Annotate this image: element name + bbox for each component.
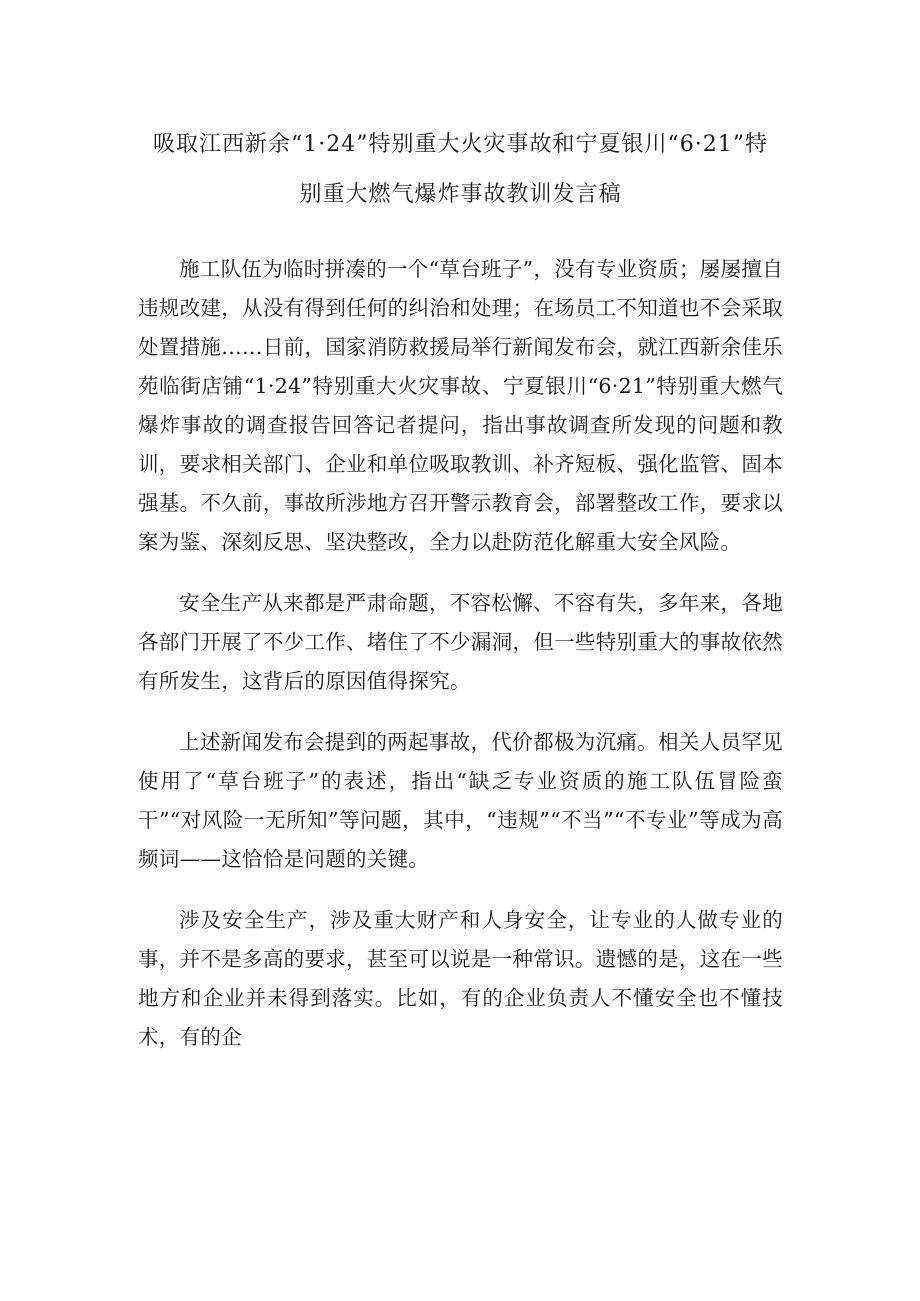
paragraph-3: 上述新闻发布会提到的两起事故，代价都极为沉痛。相关人员罕见使用了“草台班子”的表述，指出“缺乏专业资质的施工队伍冒险蛮干”“对风险一无所知”等问题，其中，“违规”“不当”“不专业”等成为高频词——这恰恰是问题的关键。 — [138, 730, 783, 871]
document-page — [138, 120, 783, 1057]
document-title — [138, 120, 783, 220]
paragraph-4: 涉及安全生产，涉及重大财产和人身安全，让专业的人做专业的事，并不是多高的要求，甚至可以说是一种常识。遗憾的是，这在一些地方和企业并未得到落实。比如，有的企业负责人不懂安全也不懂技术，有的企 — [138, 908, 783, 1049]
paragraph-2: 安全生产从来都是严肃命题，不容松懈、不容有失，多年来，各地各部门开展了不少工作、堵住了不少漏洞，但一些特别重大的事故依然有所发生，这背后的原因值得探究。 — [138, 591, 783, 693]
paragraph-1: 施工队伍为临时拼凑的一个“草台班子”，没有专业资质；屡屡擅自违规改建，从没有得到任何的纠治和处理；在场员工不知道也不会采取处置措施……日前，国家消防救援局举行新闻发布会，就江西新余佳乐苑临街店铺“1·24”特别重大火灾事故、宁夏银川“6·21”特别重大燃气爆炸事故的调查报告回答记者提问，指出事故调查所发现的问题和教训，要求相关部门、企业和单位吸取教训、补齐短板、强化监管、固本强基。不久前，事故所涉地方召开警示教育会，部署整改工作，要求以案为鉴、深刻反思、坚决整改，全力以赴防范化解重大安全风险。 — [138, 257, 783, 554]
title-line-2: 别重大燃气爆炸事故教训发言稿 — [299, 182, 622, 207]
title-line-1: 吸取江西新余“1·24”特别重大火灾事故和宁夏银川“6·21”特 — [153, 132, 768, 157]
